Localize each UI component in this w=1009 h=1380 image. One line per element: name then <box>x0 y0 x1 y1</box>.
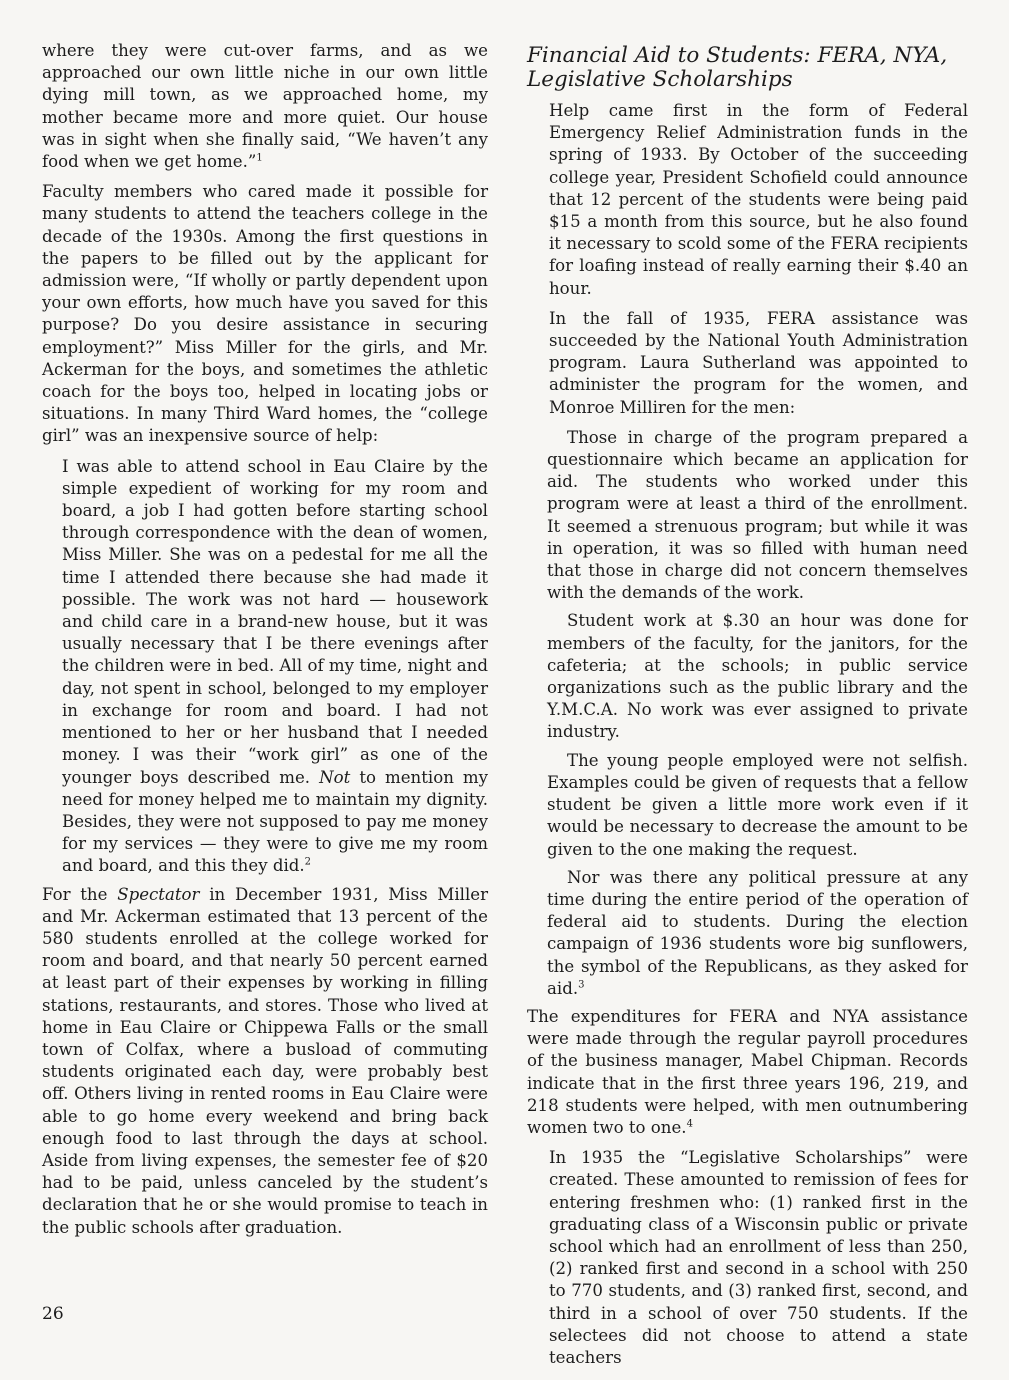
quote-political-pressure: Nor was there any political pressure at any time during the entire period of the operation of federal aid to students. During the election campaign of 1936 students wore big sunflowers, the symbol of the Republicans, as they asked for aid.$^3$ <box>547 867 968 998</box>
paragraph-nya: In the fall of 1935, FERA assistance was succeeded by the National Youth Administration program. Laura Sutherland was appointed to administer the program for the women, and Monroe Milliren for the men: <box>549 308 968 417</box>
section-heading: Financial Aid to Students: FERA, NYA, Legislative Scholarships <box>527 43 948 92</box>
right-column <box>527 40 968 1377</box>
paragraph-spectator: For the Spectator in December 1931, Miss Miller and Mr. Ackerman estimated that 13 percent of the 580 students enrolled at the college worked for room and board, and that nearly 50 percent earned at least part of their expenses by working in filling stations, restaurants, and stores. Those who lived at home in Eau Claire or Chippewa Falls or the small town of Colfax, where a busload of commuting students originated each day, were probably best off. Others living in rented rooms in Eau Claire were able to go home every weekend and bring back enough food to last through the days at school. Aside from living expenses, the semester fee of $20 had to be paid, unless canceled by the student’s declaration that he or she would promise to teach in the public schools after graduation. <box>42 884 489 1237</box>
quote-student-work: Student work at $.30 an hour was done for members of the faculty, for the janitors, for the cafeteria; at the schools; in public service organizations such as the public library and the Y.M.C.A. No work was ever assigned to private industry. <box>547 611 968 742</box>
footnote-ref: 2 <box>304 856 312 868</box>
publication-title: Spectator <box>117 884 200 904</box>
emphasis-not: Not <box>319 767 351 787</box>
paragraph-fera: Help came first in the form of Federal Emergency Relief Administration funds in the spring of 1933. By October of the succeeding college year, President Schofield could announce that 12 percent of the students were being paid $15 a month from this source, but he also found it necessary to scold some of the FERA recipients for loafing instead of really earning their $.40 an hour. <box>549 101 968 298</box>
footnote-ref: 4 <box>686 1118 693 1130</box>
paragraph-expenditures: The expenditures for FERA and NYA assistance were made through the regular payroll procedures of the business manager, Mabel Chipman. Records indicate that in the first three years 196, 219, and 218 students were helped, with men outnumbering women two to one.$^4$ <box>527 1006 968 1137</box>
paragraph-continued: where they were cut-over farms, and as we approached our own little niche in our own little dying mill town, as we approached home, my mother became more and more quiet. Our house was in sight when she finally said, “We haven’t any food when we get home.”$^1$ <box>42 41 488 172</box>
quote-questionnaire: Those in charge of the program prepared a questionnaire which became an application for aid. The students who worked under this program were at least a third of the enrollment. It seemed a strenuous program; but while it was in operation, it was so filled with human need that those in charge did not concern themselves with the demands of the work. <box>547 427 968 603</box>
paragraph-faculty: Faculty members who cared made it possible for many students to attend the teachers college in the decade of the 1930s. Among the first questions in the papers to be filled out by the applicant for admission were, “If wholly or partly dependent upon your own efforts, how much have you saved for this purpose? Do you desire assistance in securing employment?” Miss Miller for the girls, and Mr. Ackerman for the boys, and sometimes the athletic coach for the boys too, helped in locating jobs or situations. In many Third Ward homes, the “college girl” was an inexpensive source of help: <box>42 182 488 446</box>
paragraph-legislative-scholarships: In 1935 the “Legislative Scholarships” were created. These amounted to remission of fees for entering freshmen who: (1) ranked first in the graduating class of a Wisconsin public or private school which had an enrollment of less than 250, (2) ranked first and second in a school with 250 to 770 students, and (3) ranked first, second, and third in a school of over 750 students. If the selectees did not choose to attend a state teachers <box>549 1148 968 1367</box>
quote-young-people: The young people employed were not selfish. Examples could be given of requests that a fellow student be given a little more work even if it would be necessary to decrease the amount to be given to the one making the request. <box>547 750 968 859</box>
footnote-ref: 1 <box>256 152 263 164</box>
block-quote: I was able to attend school in Eau Claire by the simple expedient of working for my room and board, a job I had gotten before starting school through correspondence with the dean of women, Miss Miller. She was on a pedestal for me all the time I attended there because she had made it possible. The work was not hard — housework and child care in a brand-new house, but it was usually necessary that I be there evenings after the children were in bed. All of my time, night and day, not spent in school, belonged to my employer in exchange for room and board. I had not mentioned to her or her husband that I needed money. I was their “work girl” as one of the younger boys described me. Not to mention my need for money helped me to maintain my dignity. Besides, they were not supposed to pay me money for my services — they were to give me my room and board, and this they did.$^2$ <box>62 456 489 876</box>
footnote-ref: 3 <box>578 979 585 991</box>
page-number: 26 <box>42 1304 64 1324</box>
left-column <box>42 40 488 1247</box>
